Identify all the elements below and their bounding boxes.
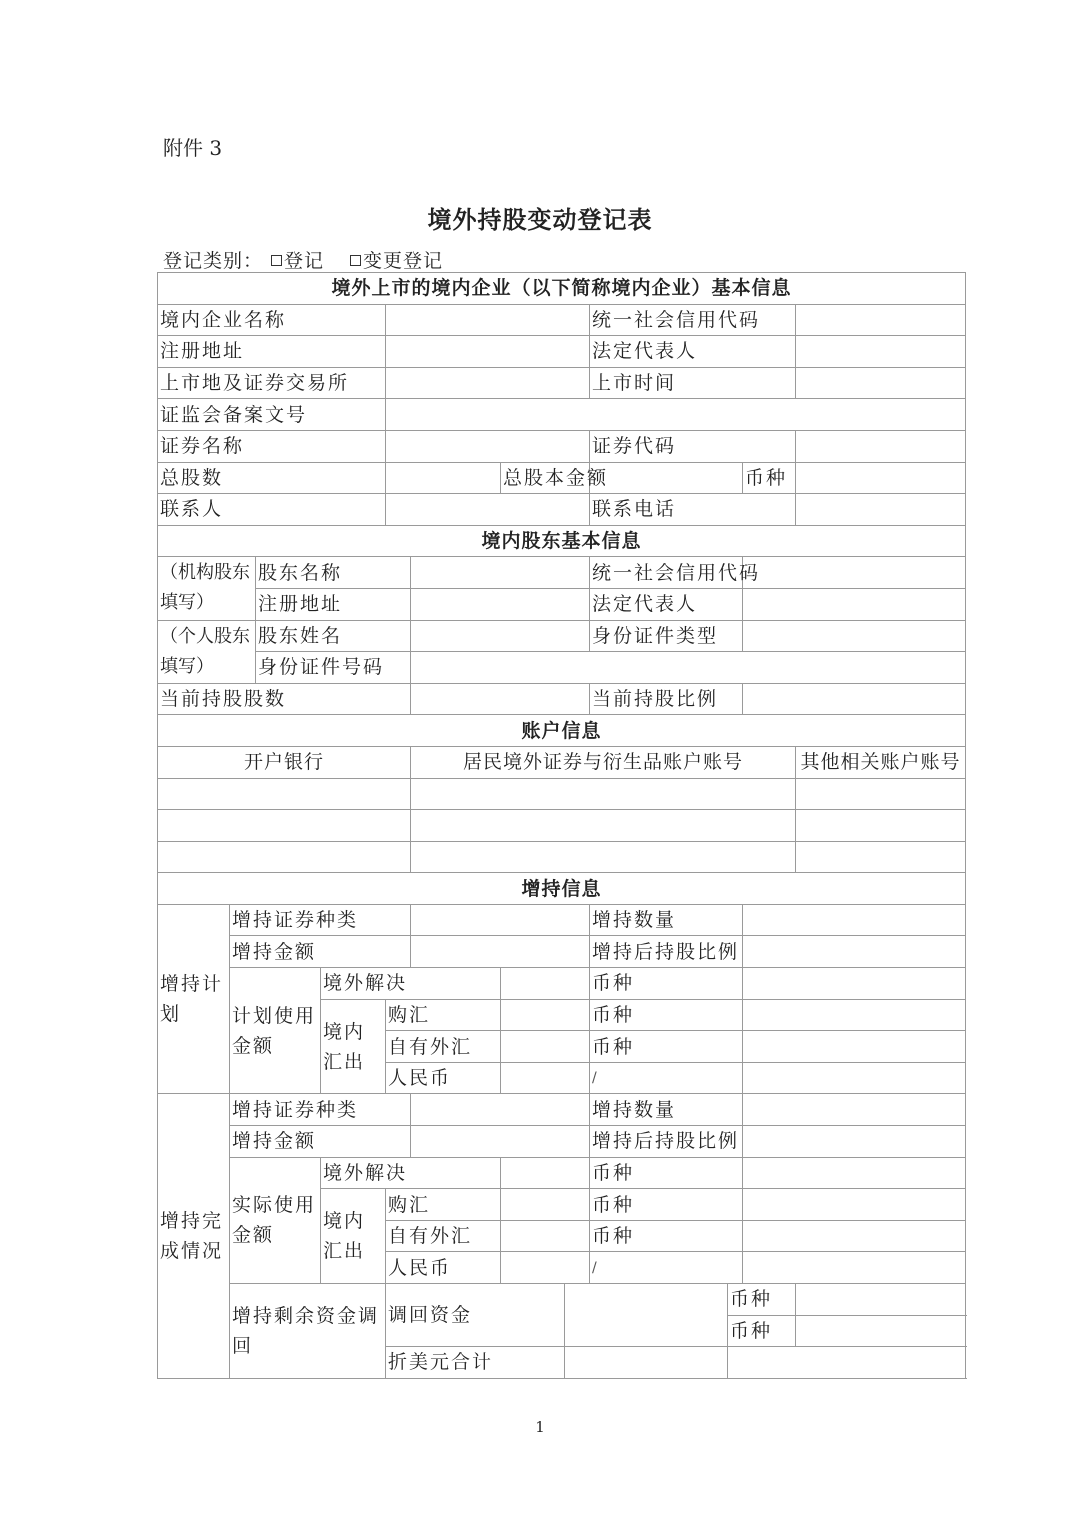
field-actual-purchase-currency[interactable] [743,1189,966,1221]
field-actual-usd-total-blank[interactable] [728,1347,966,1379]
field-plan-overseas[interactable] [501,968,590,1000]
field-holder-legal-rep[interactable] [743,588,966,620]
field-holder-name[interactable] [411,557,590,589]
label-holder-credit-code: 统一社会信用代码 [590,557,743,589]
label-plan-purchase-currency: 币种 [590,999,743,1031]
label-actual-remain: 增持剩余资金调回 [230,1284,386,1379]
header-other-account: 其他相关账户账号 [796,746,966,778]
note-individual: （个人股东填写） [158,620,256,683]
label-plan-own-fx: 自有外汇 [386,1031,501,1063]
label-actual-sec-type: 增持证券种类 [230,1094,411,1126]
label-actual-rmb: 人民币 [386,1252,501,1284]
label-total-shares: 总股数 [158,462,386,494]
field-currency[interactable] [796,462,966,494]
field-phone[interactable] [796,494,966,526]
field-csrc-no[interactable] [386,399,966,431]
label-sec-name: 证券名称 [158,430,386,462]
field-actual-recall-currency-1[interactable] [796,1284,966,1316]
label-current-shares: 当前持股股数 [158,683,411,715]
field-holder-address[interactable] [411,588,590,620]
field-bank[interactable] [158,810,411,842]
label-actual-purchase: 购汇 [386,1189,501,1221]
form-title: 境外持股变动登记表 [427,205,653,234]
registration-type-label: 登记类别： [163,250,264,272]
label-plan-own-fx-currency: 币种 [590,1031,743,1063]
field-bank[interactable] [158,778,411,810]
field-plan-qty[interactable] [743,904,966,936]
label-actual-own-fx: 自有外汇 [386,1220,501,1252]
field-contact[interactable] [386,494,590,526]
label-plan-purchase: 购汇 [386,999,501,1031]
label-enterprise-name: 境内企业名称 [158,304,386,336]
label-phone: 联系电话 [590,494,796,526]
field-actual-ratio-after[interactable] [743,1126,966,1158]
label-actual-amount: 增持金额 [230,1126,411,1158]
field-current-shares[interactable] [411,683,590,715]
field-other-account[interactable] [796,810,966,842]
registration-type [163,246,443,273]
section-shareholder: 境内股东基本信息 [158,525,966,557]
header-securities-account: 居民境外证券与衍生品账户账号 [411,746,796,778]
field-securities-account[interactable] [411,841,796,873]
field-securities-account[interactable] [411,810,796,842]
label-plan-qty: 增持数量 [590,904,743,936]
option-register: 登记 [284,250,325,272]
field-plan-amount[interactable] [411,936,590,968]
field-total-capital[interactable] [590,462,743,494]
label-legal-rep: 法定代表人 [590,336,796,368]
label-holder-name: 股东名称 [256,557,411,589]
label-actual-own-fx-currency: 币种 [590,1220,743,1252]
note-institution: （机构股东填写） [158,557,256,620]
label-holder-address: 注册地址 [256,588,411,620]
label-actual-overseas: 境外解决 [321,1157,501,1189]
field-plan-rmb-na [743,1062,966,1094]
label-actual-purchase-currency: 币种 [590,1189,743,1221]
field-legal-rep[interactable] [796,336,966,368]
field-actual-usd-total[interactable] [565,1347,728,1379]
field-sec-name[interactable] [386,430,590,462]
field-listing-time[interactable] [796,367,966,399]
section-enterprise: 境外上市的境内企业（以下简称境内企业）基本信息 [158,273,966,305]
label-total-capital: 总股本金额 [501,462,590,494]
attachment-label: 附件 3 [163,136,223,160]
label-id-no: 身份证件号码 [256,652,411,684]
label-address: 注册地址 [158,336,386,368]
field-plan-sec-type[interactable] [411,904,590,936]
field-plan-purchase-currency[interactable] [743,999,966,1031]
section-account: 账户信息 [158,715,966,747]
field-plan-overseas-currency[interactable] [743,968,966,1000]
field-actual-qty[interactable] [743,1094,966,1126]
label-actual-use: 实际使用金额 [230,1157,321,1283]
label-actual-domestic: 境内汇出 [321,1189,386,1284]
field-actual-recall-currency-2[interactable] [796,1315,966,1347]
field-actual-amount[interactable] [411,1126,590,1158]
label-plan: 增持计划 [158,904,230,1094]
label-plan-domestic: 境内汇出 [321,999,386,1094]
field-plan-rmb[interactable] [501,1062,590,1094]
label-plan-use: 计划使用金额 [230,968,321,1094]
label-actual-overseas-currency: 币种 [590,1157,743,1189]
checkbox-change-register[interactable] [350,255,361,266]
field-actual-recall[interactable] [565,1284,728,1347]
field-other-account[interactable] [796,841,966,873]
label-actual-recall-currency-2: 币种 [728,1315,796,1347]
field-id-type[interactable] [743,620,966,652]
label-exchange: 上市地及证券交易所 [158,367,386,399]
label-actual-ratio-after: 增持后持股比例 [590,1126,743,1158]
field-holder-credit-code[interactable] [743,557,966,589]
label-sec-code: 证券代码 [590,430,796,462]
field-plan-ratio-after[interactable] [743,936,966,968]
label-actual: 增持完成情况 [158,1094,230,1378]
label-plan-overseas-currency: 币种 [590,968,743,1000]
field-actual-own-fx[interactable] [501,1220,590,1252]
field-plan-own-fx[interactable] [501,1031,590,1063]
checkbox-register[interactable] [271,255,282,266]
label-plan-overseas: 境外解决 [321,968,501,1000]
field-plan-purchase[interactable] [501,999,590,1031]
field-address[interactable] [386,336,590,368]
label-current-ratio: 当前持股比例 [590,683,743,715]
field-actual-overseas[interactable] [501,1157,590,1189]
label-actual-recall-currency-1: 币种 [728,1284,796,1316]
header-bank: 开户银行 [158,746,411,778]
field-person-name[interactable] [411,620,590,652]
label-holder-legal-rep: 法定代表人 [590,588,743,620]
field-plan-own-fx-currency[interactable] [743,1031,966,1063]
field-actual-own-fx-currency[interactable] [743,1220,966,1252]
label-plan-amount: 增持金额 [230,936,411,968]
field-bank[interactable] [158,841,411,873]
field-exchange[interactable] [386,367,590,399]
plan-rmb-slash: / [590,1062,743,1094]
label-plan-sec-type: 增持证券种类 [230,904,411,936]
registration-table [157,272,966,1379]
label-person-name: 股东姓名 [256,620,411,652]
field-id-no[interactable] [411,652,966,684]
actual-rmb-slash: / [590,1252,743,1284]
option-change-register: 变更登记 [363,250,444,272]
label-credit-code: 统一社会信用代码 [590,304,796,336]
label-contact: 联系人 [158,494,386,526]
label-actual-qty: 增持数量 [590,1094,743,1126]
field-actual-overseas-currency[interactable] [743,1157,966,1189]
field-actual-rmb[interactable] [501,1252,590,1284]
label-listing-time: 上市时间 [590,367,796,399]
field-credit-code[interactable] [796,304,966,336]
label-csrc-no: 证监会备案文号 [158,399,386,431]
field-actual-rmb-na [743,1252,966,1284]
label-plan-rmb: 人民币 [386,1062,501,1094]
field-current-ratio[interactable] [743,683,966,715]
field-enterprise-name[interactable] [386,304,590,336]
field-securities-account[interactable] [411,778,796,810]
label-currency: 币种 [743,462,796,494]
page-number: 1 [535,1418,545,1436]
field-other-account[interactable] [796,778,966,810]
label-id-type: 身份证件类型 [590,620,743,652]
label-actual-recall: 调回资金 [386,1284,565,1347]
field-total-shares[interactable] [386,462,501,494]
section-increase: 增持信息 [158,873,966,905]
label-actual-usd-total: 折美元合计 [386,1347,565,1379]
field-sec-code[interactable] [796,430,966,462]
field-actual-sec-type[interactable] [411,1094,590,1126]
label-plan-ratio-after: 增持后持股比例 [590,936,743,968]
field-actual-purchase[interactable] [501,1189,590,1221]
